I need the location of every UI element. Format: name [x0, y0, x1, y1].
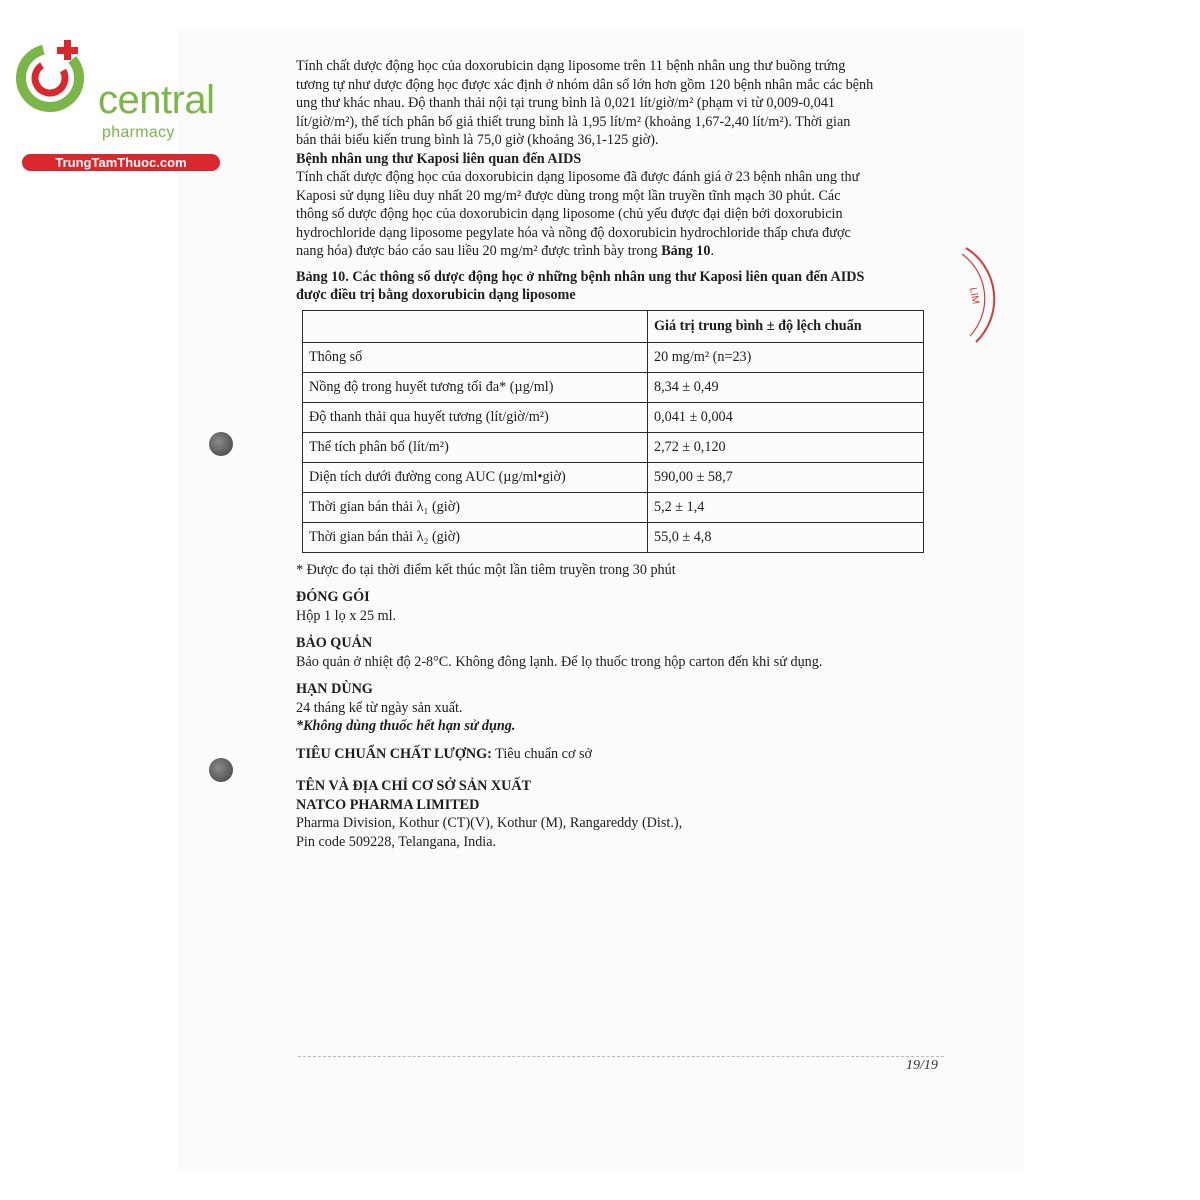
document-content	[296, 57, 940, 851]
expiry-text: 24 tháng kể từ ngày sản xuất.	[296, 699, 463, 716]
page-number: 19/19	[906, 1058, 938, 1073]
stamp-text: LIM	[967, 286, 981, 305]
company-stamp-icon	[956, 246, 996, 346]
storage-heading: BẢO QUẢN	[296, 635, 373, 651]
binder-hole-icon	[209, 432, 233, 456]
quality-value: Tiêu chuẩn cơ sở	[491, 745, 593, 762]
manufacturer-heading: TÊN VÀ ĐỊA CHỈ CƠ SỞ SẢN XUẤT	[296, 778, 532, 794]
table-cell: Thể tích phân bố (lít/m²)	[303, 432, 648, 462]
table-header-cell	[303, 310, 648, 342]
expiry-warning: *Không dùng thuốc hết hạn sử dụng.	[296, 718, 516, 734]
pharmacy-cross-icon	[10, 36, 96, 122]
logo-subtitle: pharmacy	[102, 124, 175, 141]
table-cell: Nồng độ trong huyết tương tối đa* (µg/ml)	[303, 372, 648, 402]
table-cell: 55,0 ± 4,8	[648, 522, 924, 552]
table-cell: Diện tích dưới đường cong AUC (µg/ml•giờ)	[303, 462, 648, 492]
intro-paragraph: Tính chất dược động học của doxorubicin dạng liposome trên 11 bệnh nhân ung thư buồng trứng tương tự như dược động học được xác định ở nhóm dân số lớn hơn gồm 120 bệnh nhân mắc các bệnh ung thư khác nhau. Độ thanh thải nội tại trung bình là 0,021 lít/giờ/m² (phạm vi từ 0,009-0,041 lít/giờ/m²), thể tích phân bố giả thiết trung bình là 1,95 lít/m² (khoảng 1,67-2,40 lít/m²). Thời gian bán thải biểu kiến trung bình là 75,0 giờ (khoảng 36,1-125 giờ).	[296, 58, 874, 148]
table-cell: 5,2 ± 1,4	[648, 492, 924, 522]
table-row	[303, 522, 924, 552]
table-row	[303, 372, 924, 402]
table-row	[303, 342, 924, 372]
table-row	[303, 432, 924, 462]
storage-text: Bảo quản ở nhiệt độ 2-8°C. Không đông lạnh. Để lọ thuốc trong hộp carton đến khi sử dụng.	[296, 653, 823, 670]
packaging-text: Hộp 1 lọ x 25 ml.	[296, 607, 397, 624]
table-title: Bảng 10. Các thông số dược động học ở những bệnh nhân ung thư Kaposi liên quan đến AIDS được điều trị bằng doxorubicin dạng liposome	[296, 268, 865, 303]
quality-label: TIÊU CHUẨN CHẤT LƯỢNG:	[296, 745, 492, 762]
manufacturer-name: NATCO PHARMA LIMITED	[296, 796, 480, 813]
table-cell: 0,041 ± 0,004	[648, 402, 924, 432]
table-cell: Độ thanh thải qua huyết tương (lít/giờ/m²)	[303, 402, 648, 432]
table-cell: Thông số	[303, 342, 648, 372]
binder-hole-icon	[209, 758, 233, 782]
table-header-cell: Giá trị trung bình ± độ lệch chuẩn	[648, 310, 924, 342]
table-cell: 8,34 ± 0,49	[648, 372, 924, 402]
pharmacokinetics-table	[302, 310, 924, 553]
logo-name: central	[98, 78, 215, 122]
table-cell: 590,00 ± 58,7	[648, 462, 924, 492]
manufacturer-address: Pharma Division, Kothur (CT)(V), Kothur (M), Rangareddy (Dist.), Pin code 509228, Telangana, India.	[296, 815, 683, 850]
expiry-heading: HẠN DÙNG	[296, 681, 373, 697]
central-pharmacy-logo[interactable]	[10, 36, 215, 170]
table-row	[303, 462, 924, 492]
kaposi-heading: Bệnh nhân ung thư Kaposi liên quan đến AIDS	[296, 150, 582, 167]
packaging-heading: ĐÓNG GÓI	[296, 589, 370, 605]
table-cell: 20 mg/m² (n=23)	[648, 342, 924, 372]
table-row	[303, 402, 924, 432]
quality-standard	[296, 745, 940, 764]
table-cell: Thời gian bán thải λ₂ (giờ)	[303, 522, 648, 552]
table-cell: Thời gian bán thải λ₁ (giờ)	[303, 492, 648, 522]
logo-website[interactable]: TrungTamThuoc.com	[22, 154, 220, 171]
table-row	[303, 492, 924, 522]
kaposi-paragraph: Tính chất dược động học của doxorubicin dạng liposome đã được đánh giá ở 23 bệnh nhân ung thư Kaposi sử dụng liều duy nhất 20 mg/m² được dùng trong một lần truyền tĩnh mạch 30 phút. Các thông số dược động học của doxorubicin dạng liposome (chủ yếu được đại diện bởi doxorubicin hydrochloride dạng liposome pegylate hóa và nồng độ doxorubicin hydrochloride thấp chưa được nang hóa) được báo cáo sau liều 20 mg/m² được trình bày trong Bảng 10.	[296, 169, 860, 259]
table-footnote: * Được đo tại thời điểm kết thúc một lần tiêm truyền trong 30 phút	[296, 561, 676, 578]
table-header-row	[303, 310, 924, 342]
footer-divider	[298, 1056, 944, 1057]
table-cell: 2,72 ± 0,120	[648, 432, 924, 462]
